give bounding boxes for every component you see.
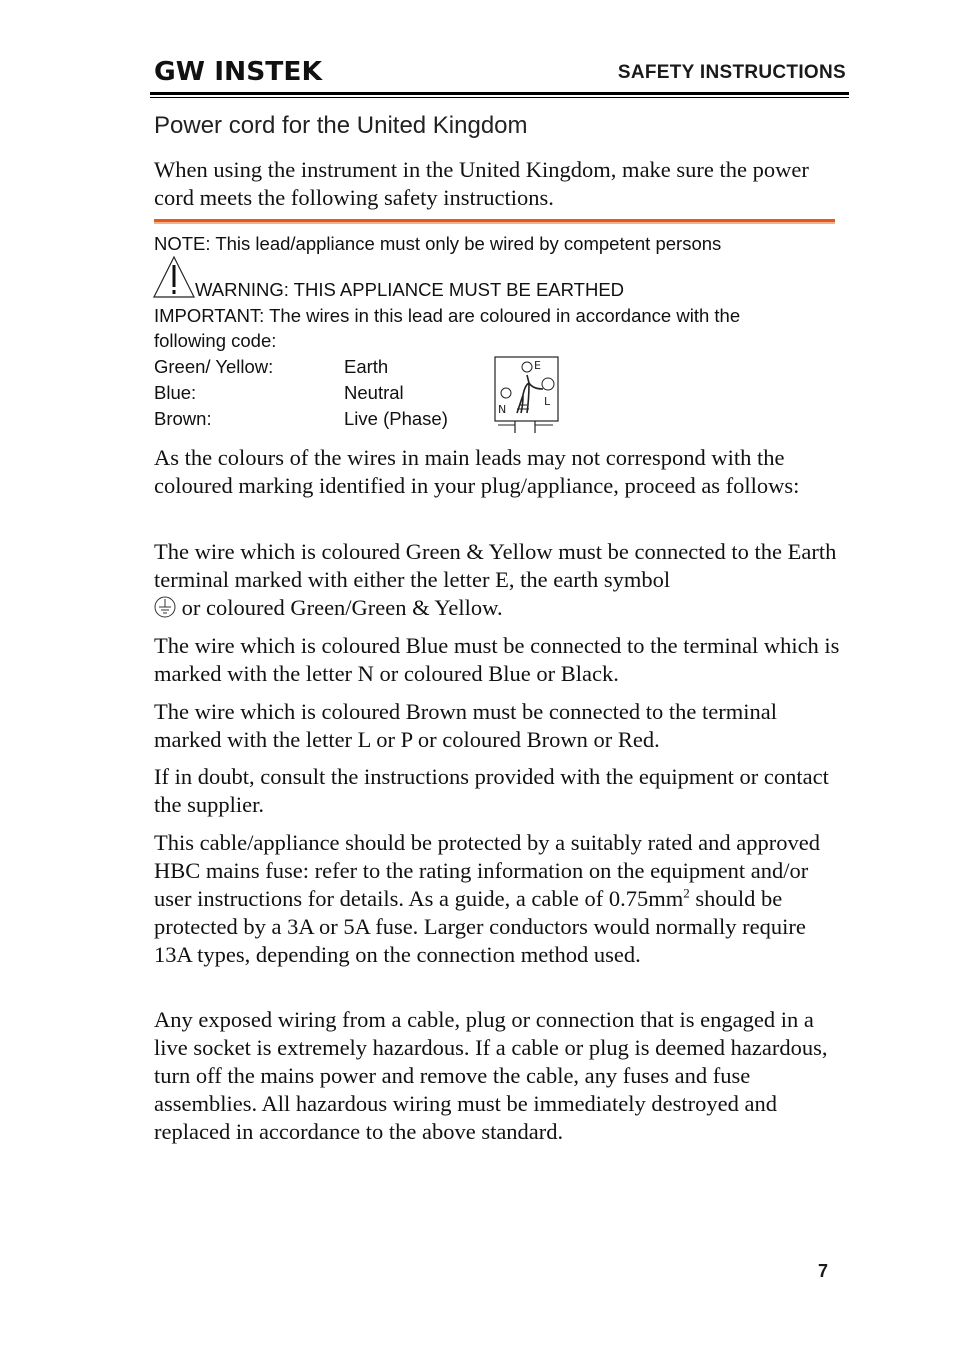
- paragraph-blue-wire: The wire which is coloured Blue must be connected to the terminal which is marked with the letter N or coloured Blue or Black.: [154, 633, 840, 686]
- important-text-line1: IMPORTANT: The wires in this lead are coloured in accordance with the: [154, 305, 741, 326]
- terminal-neutral: Neutral: [344, 382, 404, 403]
- paragraph-exposed-wiring: Any exposed wiring from a cable, plug or connection that is engaged in a live socket is extremely hazardous. If a cable or plug is deemed hazardous, turn off the mains power and remove the cable, any fuses and fuse assemblies. All hazardous wiring must be immediately destroyed and replaced in accordance to the above standard.: [154, 1007, 828, 1144]
- wire-color-brown: Brown:: [154, 408, 212, 429]
- important-text-line2: following code:: [154, 330, 277, 351]
- terminal-live: Live (Phase): [344, 408, 448, 429]
- green-yellow-text-end: or coloured Green/Green & Yellow.: [176, 595, 503, 620]
- plug-label-neutral: N: [498, 403, 507, 416]
- header-rule: [150, 92, 849, 95]
- wire-color-green-yellow: Green/ Yellow:: [154, 356, 274, 377]
- warning-triangle-icon: [152, 255, 196, 299]
- superscript-2: 2: [683, 885, 690, 901]
- terminal-earth: Earth: [344, 356, 389, 377]
- brand-logo-text: GW INSTEK: [154, 57, 323, 86]
- plug-label-earth: E: [534, 359, 541, 372]
- warning-text: WARNING: THIS APPLIANCE MUST BE EARTHED: [195, 279, 625, 300]
- page-header: [150, 52, 849, 100]
- note-text: NOTE: This lead/appliance must only be wired by competent persons: [154, 233, 722, 254]
- paragraph-fuse-rating: [154, 829, 840, 969]
- page-number: 7: [818, 1261, 829, 1281]
- paragraph-brown-wire: The wire which is coloured Brown must be connected to the terminal marked with the letter L or P or coloured Brown or Red.: [154, 699, 777, 752]
- wire-color-blue: Blue:: [154, 382, 197, 403]
- earth-ground-icon: [154, 596, 176, 618]
- fuse-text-start: This cable/appliance should be protected by a suitably rated and approved HBC mains fuse: refer to the rating information on the equipment and/or user instructions for details. As a guide, a cable of 0.75mm: [154, 830, 821, 911]
- header-title: SAFETY INSTRUCTIONS: [617, 62, 846, 83]
- paragraph-if-in-doubt: If in doubt, consult the instructions provided with the equipment or contact the supplier.: [154, 764, 829, 817]
- note-divider-shade: [154, 222, 835, 224]
- paragraph-colours-mismatch: As the colours of the wires in main leads may not correspond with the coloured marking identified in your plug/appliance, proceed as follows:: [154, 445, 800, 498]
- gw-instek-logo: [154, 54, 324, 86]
- intro-paragraph: When using the instrument in the United Kingdom, make sure the power cord meets the following safety instructions.: [154, 157, 809, 210]
- header-rule-thin: [150, 97, 849, 98]
- plug-label-live: L: [544, 395, 551, 408]
- paragraph-green-yellow: [154, 538, 840, 622]
- uk-plug-wiring-diagram: [493, 355, 563, 435]
- green-yellow-text: The wire which is coloured Green & Yellow must be connected to the Earth terminal marked with either the letter E, the earth symbol: [154, 539, 837, 592]
- fuse-text-end: should be protected by a 3A or 5A fuse. Larger conductors would normally require 13A types, depending on the connection method used.: [154, 886, 806, 967]
- section-title: Power cord for the United Kingdom: [154, 112, 528, 139]
